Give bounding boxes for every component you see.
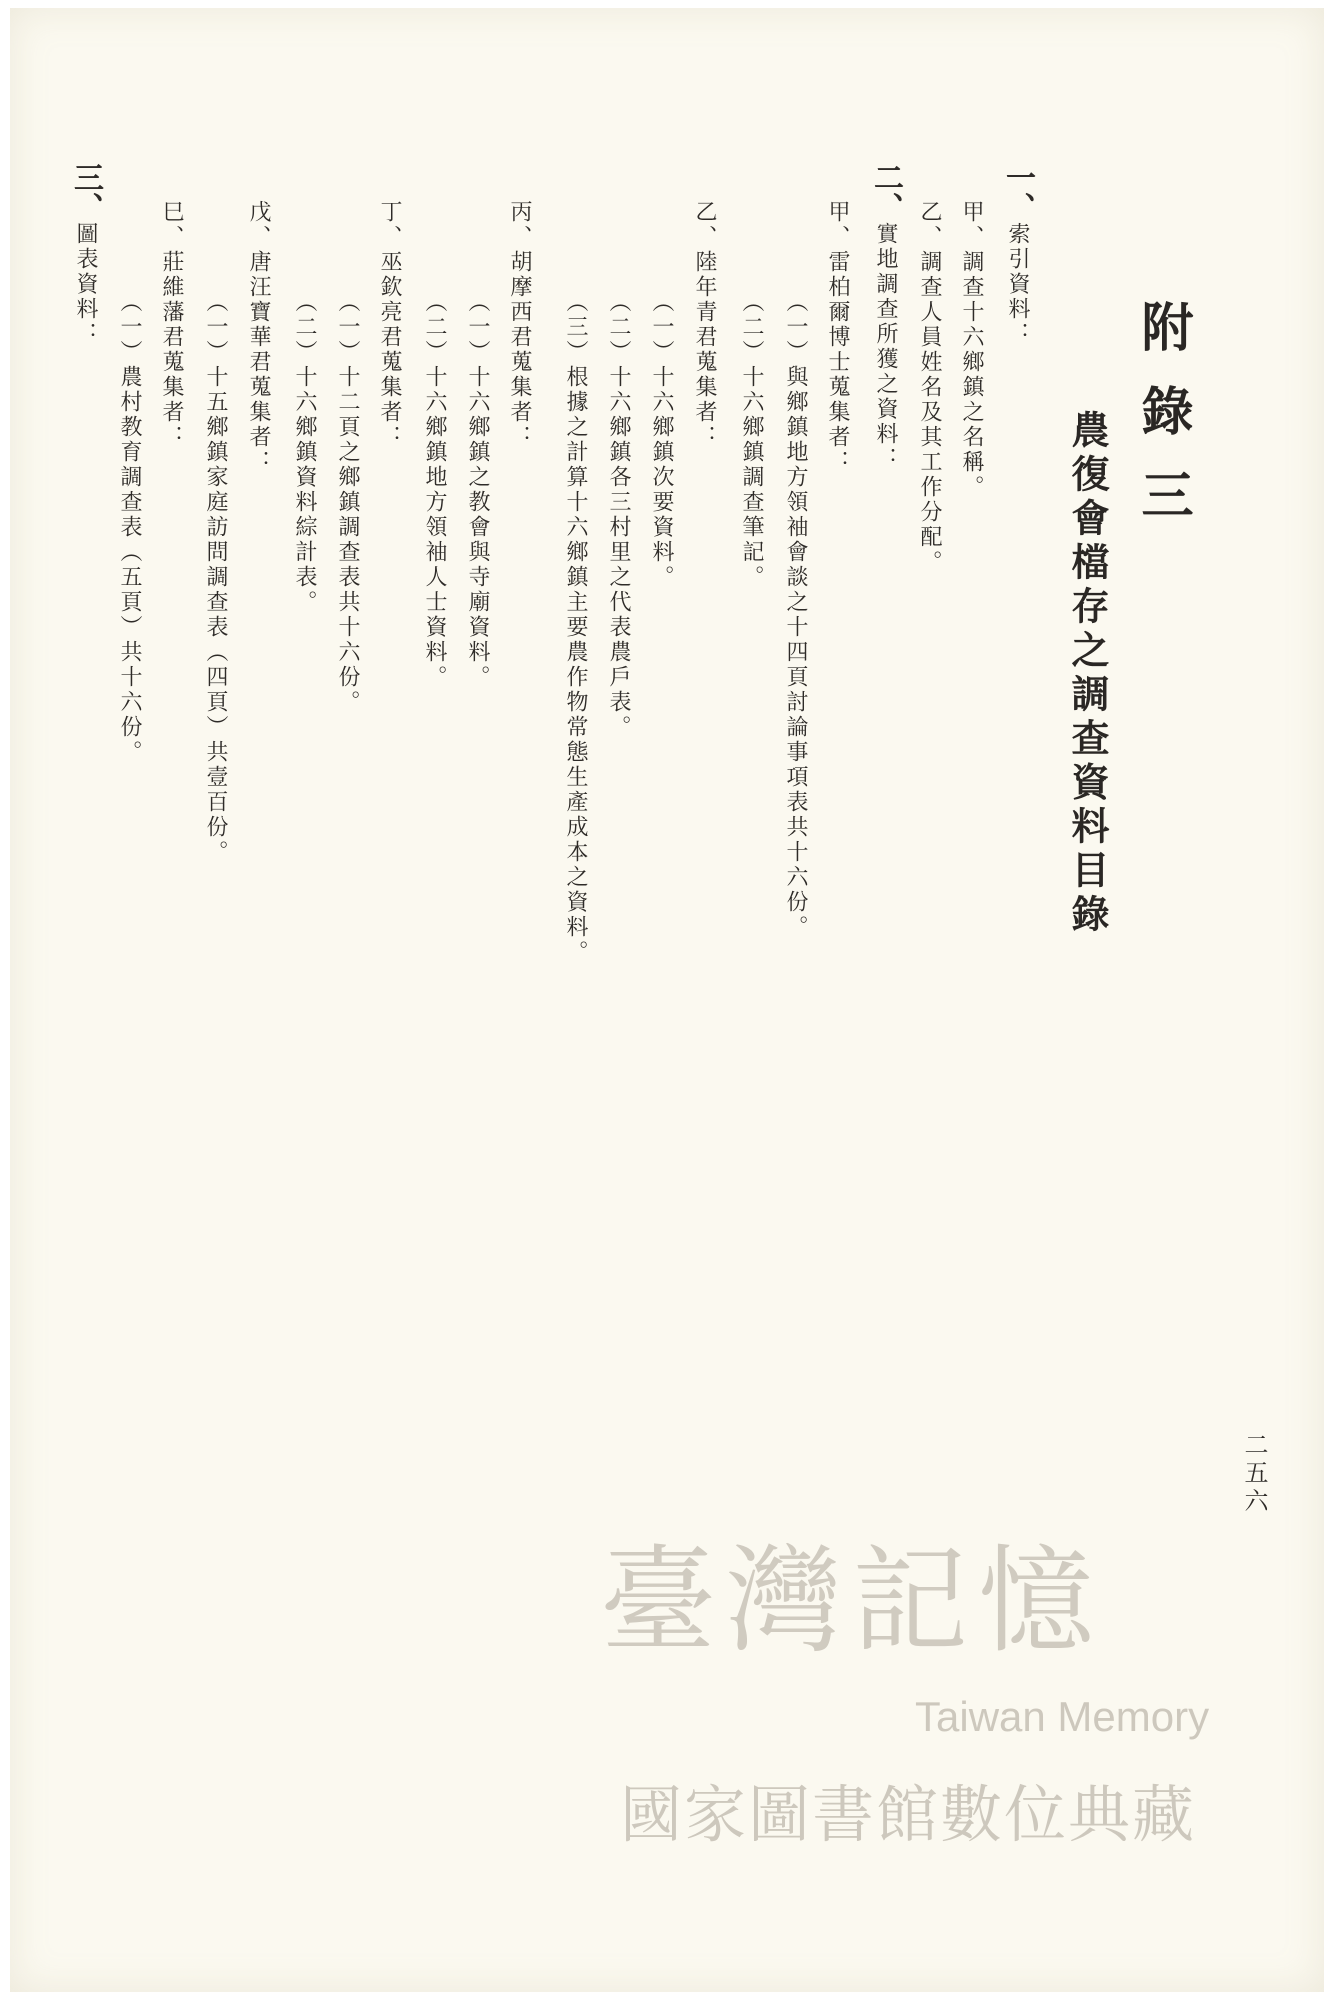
toc-column (336, 290, 358, 715)
toc-column (204, 290, 226, 865)
column-text: （三）根據之計算十六鄉鎮主要農作物常態生產成本之資料。 (563, 290, 588, 965)
toc-column (508, 200, 530, 450)
column-text: 乙、調查人員姓名及其工作分配。 (917, 200, 942, 575)
column-text: 戊、唐汪寶華君蒐集者： (246, 200, 271, 475)
toc-column (693, 200, 715, 450)
column-text: （一）十五鄉鎮家庭訪問調查表（四頁）共壹百份。 (203, 290, 228, 865)
column-text: 乙、陸年青君蒐集者： (692, 200, 717, 450)
section-marker: 一、 (1000, 162, 1035, 222)
column-text: 實地調查所獲之資料： (873, 222, 898, 472)
column-text: （二）十六鄉鎮各三村里之代表農戶表。 (606, 290, 631, 740)
section-marker: 三、 (68, 162, 103, 222)
toc-column (293, 290, 315, 615)
appendix-subheading: 農復會檔存之調查資料目錄 (1065, 410, 1110, 938)
toc-column (826, 200, 848, 475)
toc-column (378, 200, 400, 450)
column-text: （一）十二頁之鄉鎮調查表共十六份。 (335, 290, 360, 715)
column-text: （一）十六鄉鎮次要資料。 (649, 290, 674, 590)
column-text: 丙、胡摩西君蒐集者： (507, 200, 532, 450)
column-text: （一）與鄉鎮地方領袖會談之十四頁討論事項表共十六份。 (783, 290, 808, 940)
toc-column (918, 200, 940, 575)
toc-column (247, 200, 269, 475)
watermark-logo: 臺灣記憶 (600, 1534, 1104, 1669)
column-text: 甲、調查十六鄉鎮之名稱。 (959, 200, 984, 500)
page-number: 二五六 (1240, 1432, 1268, 1516)
toc-column (118, 290, 140, 765)
column-text: 索引資料： (1005, 222, 1030, 347)
toc-column (423, 290, 445, 690)
toc-column (1000, 162, 1035, 347)
column-text: （一）十六鄉鎮之教會與寺廟資料。 (465, 290, 490, 690)
section-marker: 二、 (868, 162, 903, 222)
toc-column (740, 290, 762, 590)
column-text: （二）十六鄉鎮地方領袖人士資料。 (422, 290, 447, 690)
watermark-chinese: 國家圖書館數位典藏 (620, 1778, 1197, 1851)
toc-column (784, 290, 806, 940)
watermark-english: Taiwan Memory (915, 1693, 1210, 1740)
column-text: （二）十六鄉鎮調查筆記。 (739, 290, 764, 590)
toc-column (466, 290, 488, 690)
toc-column (650, 290, 672, 590)
toc-column (868, 162, 903, 472)
column-text: （一）農村教育調查表（五頁）共十六份。 (117, 290, 142, 765)
column-text: 丁、巫欽亮君蒐集者： (377, 200, 402, 450)
toc-column (960, 200, 982, 500)
column-text: 甲、雷柏爾博士蒐集者： (825, 200, 850, 475)
appendix-heading: 附錄三 (1132, 300, 1193, 552)
column-text: （二）十六鄉鎮資料綜計表。 (292, 290, 317, 615)
column-text: 巳、莊維藩君蒐集者： (159, 200, 184, 450)
toc-column (564, 290, 586, 965)
column-text: 圖表資料： (73, 222, 98, 347)
toc-column (68, 162, 103, 347)
toc-column (160, 200, 182, 450)
toc-column (607, 290, 629, 740)
